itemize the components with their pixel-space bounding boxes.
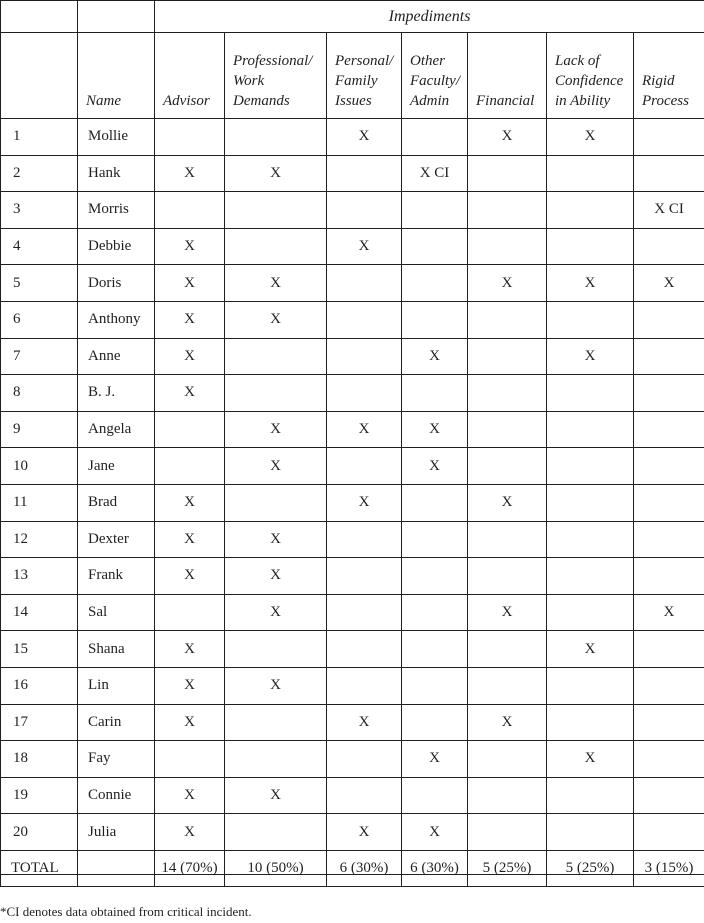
total-value: 3 (15%) xyxy=(634,850,704,887)
row-number: 11 xyxy=(1,484,78,521)
impediment-mark xyxy=(547,704,634,741)
table-row xyxy=(1,192,704,229)
impediment-mark: X xyxy=(402,448,468,485)
row-number: 9 xyxy=(1,411,78,448)
column-header-line: Lack of xyxy=(555,53,600,69)
impediment-mark: X xyxy=(468,119,547,156)
table-row xyxy=(1,301,704,338)
impediment-mark xyxy=(468,667,547,704)
participant-name: Fay xyxy=(78,741,155,778)
table-row xyxy=(1,667,704,704)
impediment-mark xyxy=(468,631,547,668)
impediment-mark xyxy=(402,265,468,302)
row-number: 12 xyxy=(1,521,78,558)
impediment-mark xyxy=(402,484,468,521)
impediment-mark xyxy=(327,594,402,631)
impediment-mark xyxy=(468,155,547,192)
impediment-mark xyxy=(468,375,547,412)
participant-name: Sal xyxy=(78,594,155,631)
participant-name: Carin xyxy=(78,704,155,741)
impediment-mark: X xyxy=(402,741,468,778)
impediment-mark xyxy=(225,704,327,741)
impediment-mark xyxy=(402,594,468,631)
table-row xyxy=(1,814,704,851)
column-header xyxy=(155,33,225,119)
impediment-mark: X xyxy=(155,777,225,814)
row-number: 13 xyxy=(1,558,78,595)
impediment-mark xyxy=(547,484,634,521)
impediment-mark xyxy=(225,741,327,778)
impediment-mark xyxy=(634,814,704,851)
impediment-mark xyxy=(225,484,327,521)
impediment-mark xyxy=(468,338,547,375)
impediment-mark xyxy=(225,119,327,156)
impediment-mark xyxy=(327,521,402,558)
total-value: 5 (25%) xyxy=(547,850,634,887)
impediment-mark xyxy=(468,521,547,558)
participant-name: Lin xyxy=(78,667,155,704)
impediment-mark: X xyxy=(155,558,225,595)
impediment-mark: X xyxy=(225,265,327,302)
impediment-mark xyxy=(155,594,225,631)
impediment-mark: X xyxy=(155,704,225,741)
impediment-mark: X xyxy=(155,265,225,302)
impediment-mark xyxy=(634,411,704,448)
column-header xyxy=(327,33,402,119)
row-number: 17 xyxy=(1,704,78,741)
impediment-mark xyxy=(155,119,225,156)
impediment-mark xyxy=(634,228,704,265)
participant-name: Anne xyxy=(78,338,155,375)
impediment-mark xyxy=(468,741,547,778)
impediment-mark xyxy=(634,119,704,156)
impediment-mark xyxy=(468,448,547,485)
total-blank-cell xyxy=(78,850,155,887)
impediment-mark xyxy=(402,558,468,595)
participant-name: Morris xyxy=(78,192,155,229)
impediment-mark xyxy=(327,777,402,814)
participant-name: Jane xyxy=(78,448,155,485)
impediment-mark xyxy=(225,631,327,668)
table-row xyxy=(1,558,704,595)
row-number: 7 xyxy=(1,338,78,375)
participant-name: Anthony xyxy=(78,301,155,338)
impediment-mark: X xyxy=(155,338,225,375)
table-row xyxy=(1,484,704,521)
impediment-mark xyxy=(402,192,468,229)
impediment-mark xyxy=(225,375,327,412)
row-number: 18 xyxy=(1,741,78,778)
impediment-mark: X xyxy=(155,667,225,704)
row-number: 1 xyxy=(1,119,78,156)
column-header-line: Other xyxy=(410,53,445,69)
column-header-line: Confidence xyxy=(555,73,624,89)
impediment-mark: X xyxy=(634,265,704,302)
table-row xyxy=(1,338,704,375)
impediment-mark xyxy=(634,741,704,778)
table-row xyxy=(1,228,704,265)
total-row xyxy=(1,850,704,887)
impediment-mark: X xyxy=(225,411,327,448)
impediment-mark xyxy=(634,375,704,412)
participant-name: Frank xyxy=(78,558,155,595)
column-header xyxy=(547,33,634,119)
impediment-mark xyxy=(402,375,468,412)
table-row xyxy=(1,265,704,302)
impediment-mark: X xyxy=(547,631,634,668)
impediment-mark: X xyxy=(225,558,327,595)
column-header-line: Rigid xyxy=(642,73,675,89)
participant-name: Doris xyxy=(78,265,155,302)
column-header-line: in Ability xyxy=(555,93,611,109)
impediment-mark: X xyxy=(547,265,634,302)
impediment-mark: X xyxy=(327,704,402,741)
table-row xyxy=(1,448,704,485)
total-value: 6 (30%) xyxy=(402,850,468,887)
impediment-mark: X xyxy=(327,228,402,265)
impediment-mark xyxy=(468,301,547,338)
column-header-line: Admin xyxy=(410,93,450,109)
impediment-mark: X xyxy=(547,119,634,156)
impediment-mark xyxy=(155,192,225,229)
impediment-mark xyxy=(402,301,468,338)
impediment-mark xyxy=(547,777,634,814)
impediment-mark xyxy=(547,155,634,192)
table-row xyxy=(1,704,704,741)
table-row xyxy=(1,521,704,558)
table-row xyxy=(1,119,704,156)
column-header xyxy=(402,33,468,119)
impediment-mark xyxy=(547,375,634,412)
impediment-mark: X xyxy=(468,484,547,521)
impediment-mark: X xyxy=(225,521,327,558)
impediment-mark: X xyxy=(327,119,402,156)
column-header-line: Professional/ xyxy=(233,53,313,69)
table-row xyxy=(1,375,704,412)
impediment-mark xyxy=(634,448,704,485)
impediment-mark xyxy=(327,448,402,485)
impediments-group-header: Impediments xyxy=(155,1,704,33)
row-number: 10 xyxy=(1,448,78,485)
impediment-mark: X xyxy=(155,631,225,668)
impediment-mark xyxy=(327,265,402,302)
table-row xyxy=(1,631,704,668)
impediment-mark: X xyxy=(155,375,225,412)
participant-name: Dexter xyxy=(78,521,155,558)
column-header-line: Work xyxy=(233,73,265,89)
impediment-mark xyxy=(402,631,468,668)
total-value: 5 (25%) xyxy=(468,850,547,887)
impediment-mark xyxy=(468,411,547,448)
impediment-mark: X xyxy=(155,228,225,265)
impediment-mark: X xyxy=(155,301,225,338)
column-header xyxy=(225,33,327,119)
column-header-line: Faculty/ xyxy=(410,73,460,89)
impediment-mark: X xyxy=(402,411,468,448)
participant-name: Mollie xyxy=(78,119,155,156)
impediment-mark xyxy=(402,777,468,814)
impediment-mark xyxy=(402,704,468,741)
impediment-mark xyxy=(327,741,402,778)
participant-name: Debbie xyxy=(78,228,155,265)
column-header-line: Personal/ xyxy=(335,53,394,69)
participant-name: B. J. xyxy=(78,375,155,412)
total-label: TOTAL xyxy=(1,850,78,887)
name-column-header: Name xyxy=(78,33,155,119)
impediment-mark xyxy=(634,777,704,814)
impediment-mark xyxy=(634,155,704,192)
impediment-mark xyxy=(547,521,634,558)
participant-name: Angela xyxy=(78,411,155,448)
impediment-mark: X xyxy=(225,448,327,485)
impediment-mark xyxy=(547,192,634,229)
impediment-mark xyxy=(327,155,402,192)
impediment-mark: X xyxy=(155,155,225,192)
impediment-mark xyxy=(468,558,547,595)
footnote-divider xyxy=(0,874,704,875)
impediment-mark xyxy=(634,631,704,668)
column-header-line: Family xyxy=(335,73,378,89)
impediment-mark xyxy=(225,228,327,265)
impediment-mark xyxy=(547,228,634,265)
impediment-mark xyxy=(547,411,634,448)
impediment-mark xyxy=(547,301,634,338)
row-number: 20 xyxy=(1,814,78,851)
impediment-mark: X CI xyxy=(634,192,704,229)
impediment-mark: X CI xyxy=(402,155,468,192)
impediment-mark: X xyxy=(468,704,547,741)
impediment-mark xyxy=(225,192,327,229)
column-header-line: Financial xyxy=(476,93,535,109)
row-number: 4 xyxy=(1,228,78,265)
row-number: 5 xyxy=(1,265,78,302)
column-header-line: Advisor xyxy=(163,93,210,109)
column-header-line: Process xyxy=(642,93,689,109)
footnote: *CI denotes data obtained from critical incident. xyxy=(0,904,252,919)
impediment-mark: X xyxy=(225,155,327,192)
total-value: 14 (70%) xyxy=(155,850,225,887)
impediment-mark xyxy=(155,741,225,778)
column-header-line: Demands xyxy=(233,93,290,109)
column-header-line: Issues xyxy=(335,93,372,109)
impediment-mark xyxy=(634,558,704,595)
impediment-mark xyxy=(547,558,634,595)
impediment-mark xyxy=(634,484,704,521)
impediment-mark xyxy=(468,777,547,814)
impediment-mark xyxy=(402,119,468,156)
impediment-mark xyxy=(468,228,547,265)
impediment-mark xyxy=(468,814,547,851)
total-value: 6 (30%) xyxy=(327,850,402,887)
impediment-mark: X xyxy=(468,594,547,631)
impediment-mark xyxy=(327,558,402,595)
impediment-mark xyxy=(402,521,468,558)
column-header xyxy=(468,33,547,119)
impediment-mark xyxy=(634,521,704,558)
row-number: 3 xyxy=(1,192,78,229)
impediment-mark: X xyxy=(547,741,634,778)
participant-name: Shana xyxy=(78,631,155,668)
participant-name: Hank xyxy=(78,155,155,192)
impediment-mark xyxy=(634,667,704,704)
impediment-mark: X xyxy=(225,301,327,338)
blank-header-cell xyxy=(1,33,78,119)
impediment-mark xyxy=(155,411,225,448)
impediment-mark: X xyxy=(155,484,225,521)
impediment-mark: X xyxy=(225,667,327,704)
row-number: 2 xyxy=(1,155,78,192)
blank-header-cell xyxy=(1,1,78,33)
blank-header-cell xyxy=(78,1,155,33)
impediment-mark xyxy=(327,338,402,375)
impediment-mark: X xyxy=(327,484,402,521)
impediment-mark: X xyxy=(468,265,547,302)
impediment-mark: X xyxy=(327,814,402,851)
impediment-mark: X xyxy=(402,814,468,851)
impediment-mark xyxy=(327,301,402,338)
impediment-mark: X xyxy=(155,814,225,851)
impediment-mark xyxy=(155,448,225,485)
impediment-mark xyxy=(634,704,704,741)
impediment-mark xyxy=(327,192,402,229)
impediment-mark xyxy=(327,667,402,704)
total-value: 10 (50%) xyxy=(225,850,327,887)
impediment-mark xyxy=(468,192,547,229)
impediment-mark xyxy=(225,338,327,375)
table-row xyxy=(1,594,704,631)
participant-name: Connie xyxy=(78,777,155,814)
column-header xyxy=(634,33,704,119)
participant-name: Julia xyxy=(78,814,155,851)
row-number: 14 xyxy=(1,594,78,631)
impediment-mark xyxy=(547,448,634,485)
impediment-mark xyxy=(327,631,402,668)
table-row xyxy=(1,155,704,192)
impediment-mark: X xyxy=(327,411,402,448)
table-row xyxy=(1,741,704,778)
impediment-mark xyxy=(634,338,704,375)
row-number: 19 xyxy=(1,777,78,814)
row-number: 6 xyxy=(1,301,78,338)
table-row xyxy=(1,411,704,448)
impediment-mark: X xyxy=(225,777,327,814)
impediment-mark xyxy=(402,667,468,704)
impediment-mark: X xyxy=(402,338,468,375)
impediment-mark: X xyxy=(225,594,327,631)
impediment-mark xyxy=(547,814,634,851)
participant-name: Brad xyxy=(78,484,155,521)
impediment-mark xyxy=(225,814,327,851)
impediment-mark xyxy=(634,301,704,338)
row-number: 16 xyxy=(1,667,78,704)
impediment-mark xyxy=(402,228,468,265)
impediment-mark xyxy=(547,594,634,631)
row-number: 8 xyxy=(1,375,78,412)
row-number: 15 xyxy=(1,631,78,668)
impediment-mark: X xyxy=(155,521,225,558)
impediment-mark: X xyxy=(634,594,704,631)
impediment-mark xyxy=(327,375,402,412)
impediment-mark xyxy=(547,667,634,704)
table-row xyxy=(1,777,704,814)
impediment-mark: X xyxy=(547,338,634,375)
